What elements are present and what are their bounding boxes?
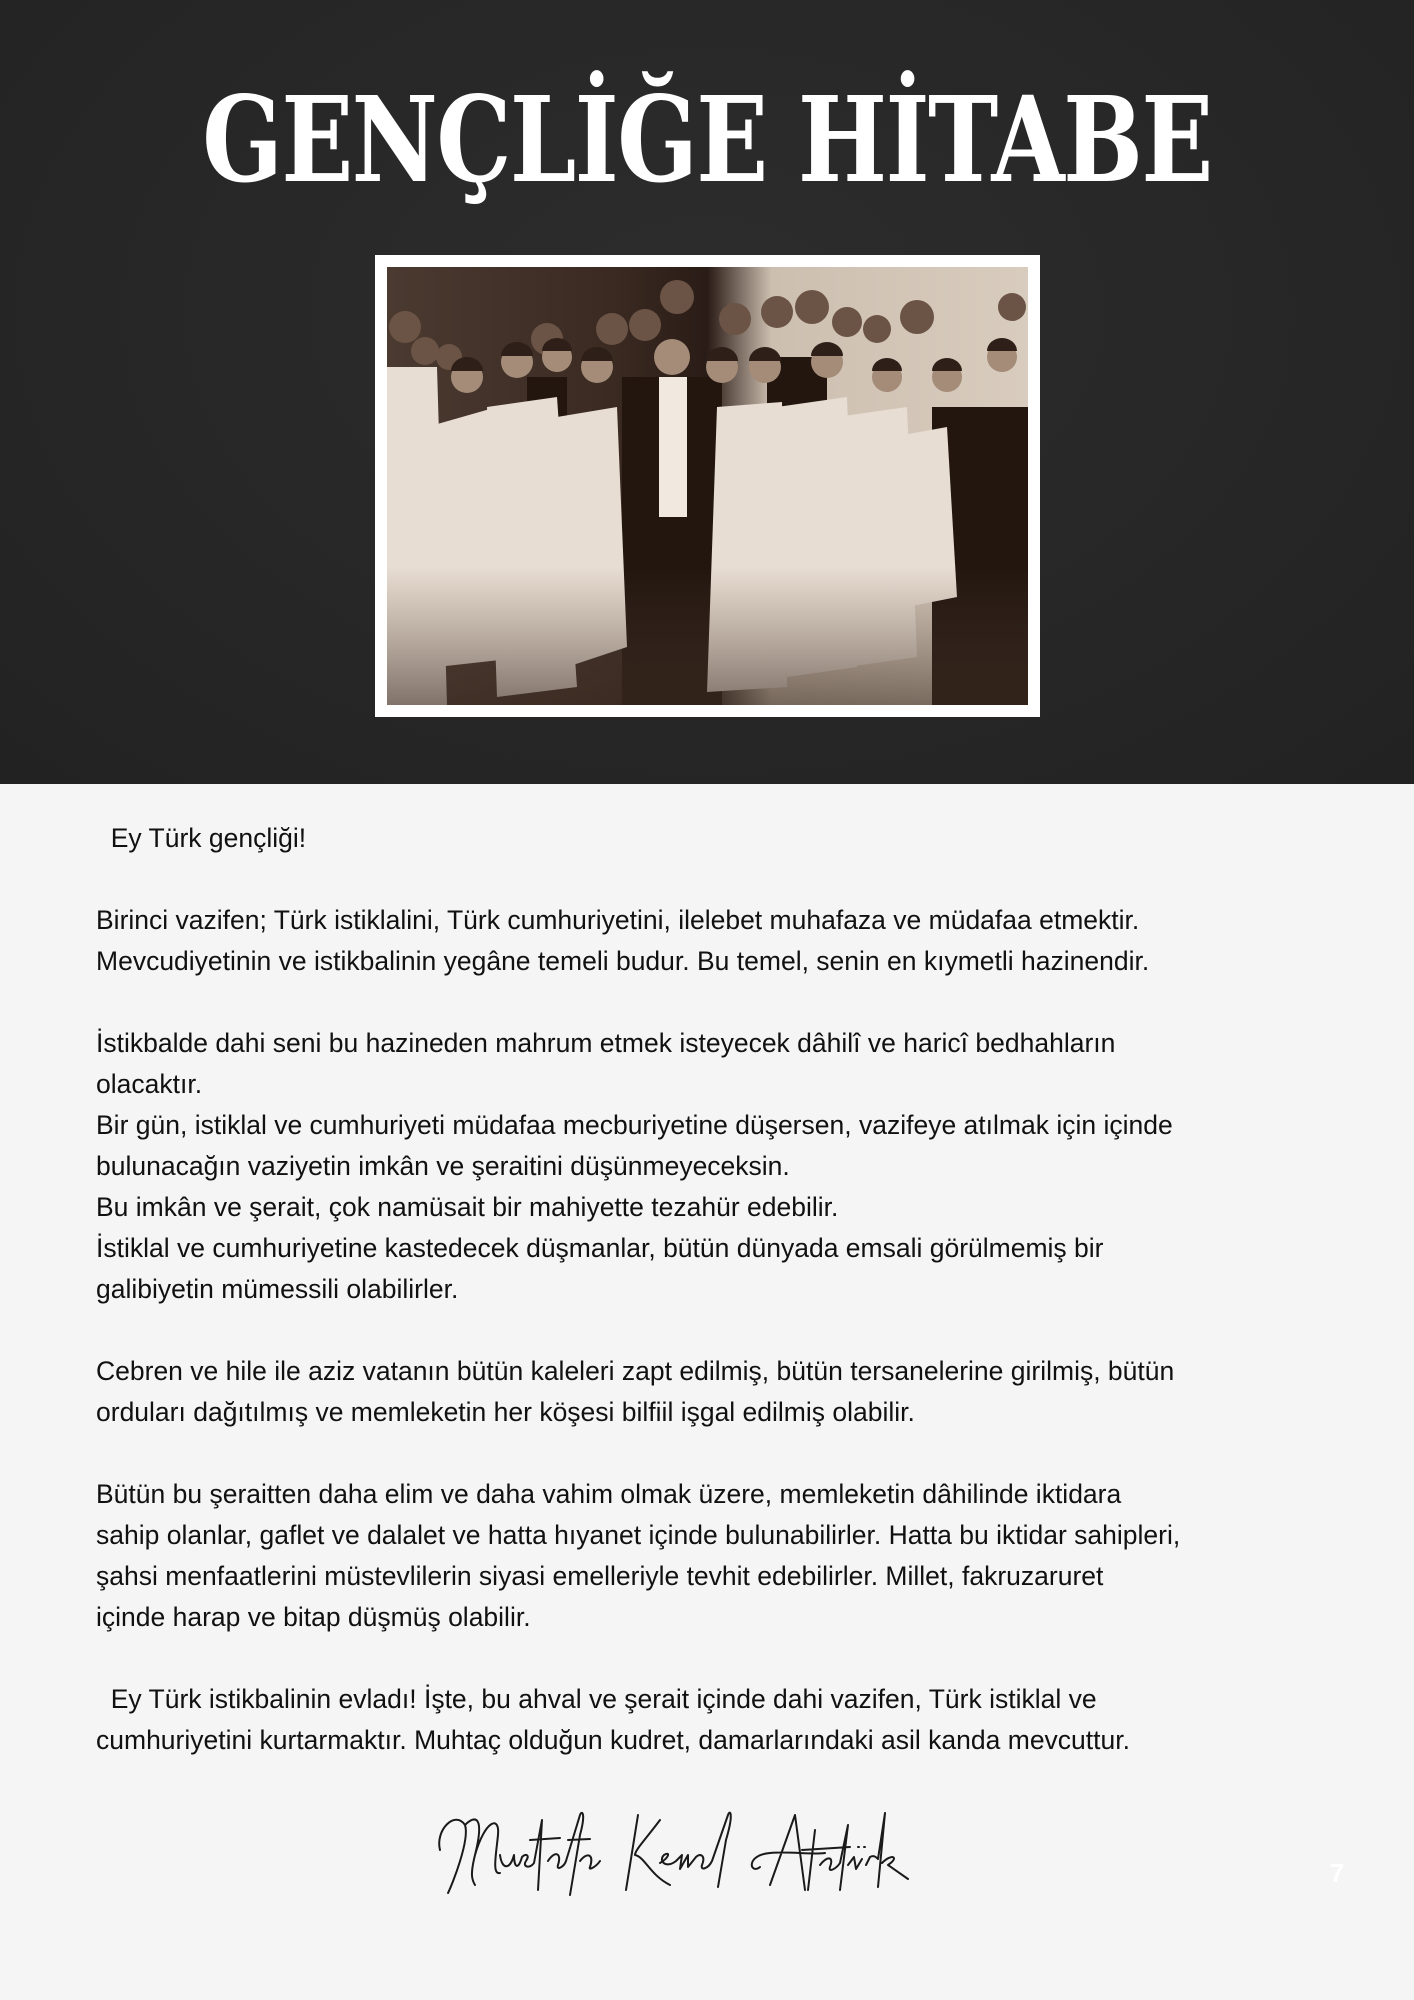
speech-text [96,818,1336,1761]
header-banner [0,0,1414,784]
text-line: Mevcudiyetinin ve istikbalinin yegâne temeli budur. Bu temel, senin en kıymetli hazinendir. [96,946,1150,976]
text-line: Birinci vazifen; Türk istiklalini, Türk cumhuriyetini, ilelebet muhafaza ve müdafaa etmektir. [96,905,1140,935]
text-line: cumhuriyetini kurtarmaktır. Muhtaç olduğun kudret, damarlarındaki asil kanda mevcuttur. [96,1725,1130,1755]
text-line: Bütün bu şeraitten daha elim ve daha vahim olmak üzere, memleketin dâhilinde iktidara [96,1479,1122,1509]
text-line: Cebren ve hile ile aziz vatanın bütün kaleleri zapt edilmiş, bütün tersanelerine girilmiş, bütün [96,1356,1175,1386]
paragraph-gap [96,1433,1336,1474]
text-line: Bir gün, istiklal ve cumhuriyeti müdafaa mecburiyetine düşersen, vazifeye atılmak için içinde [96,1110,1173,1140]
text-line: İstiklal ve cumhuriyetine kastedecek düşmanlar, bütün dünyada emsali görülmemiş bir [96,1233,1104,1263]
historical-group-photo [387,267,1028,705]
text-line: Ey Türk gençliği! [96,823,307,853]
text-line: orduları dağıtılmış ve memleketin her köşesi bilfiil işgal edilmiş olabilir. [96,1397,915,1427]
paragraph-gap [96,1310,1336,1351]
paragraph-gap [96,859,1336,900]
text-line: Ey Türk istikbalinin evladı! İşte, bu ahval ve şerait içinde dahi vazifen, Türk istiklal ve [96,1684,1097,1714]
text-line: Bu imkân ve şerait, çok namüsait bir mahiyette tezahür edebilir. [96,1192,839,1222]
paragraph-gap [96,982,1336,1023]
text-line: bulunacağın vaziyetin imkân ve şeraitini düşünmeyeceksin. [96,1151,790,1181]
text-line: galibiyetin mümessili olabilirler. [96,1274,459,1304]
text-line: İstikbalde dahi seni bu hazineden mahrum etmek isteyecek dâhilî ve haricî bedhahların [96,1028,1116,1058]
handwritten-signature [430,1795,920,1905]
text-line: içinde harap ve bitap düşmüş olabilir. [96,1602,531,1632]
paragraph-gap [96,1638,1336,1679]
text-line: olacaktır. [96,1069,203,1099]
text-line: sahip olanlar, gaflet ve dalalet ve hatta hıyanet içinde bulunabilirler. Hatta bu iktidar sahipleri, [96,1520,1181,1550]
photo-frame [375,255,1040,717]
page-title: GENÇLİĞE HİTABE [202,70,1212,209]
text-line: şahsi menfaatlerini müstevlilerin siyasi emelleriyle tevhit edebilirler. Millet, fakruzaruret [96,1561,1104,1591]
page-number: 7 [1329,1858,1345,1888]
